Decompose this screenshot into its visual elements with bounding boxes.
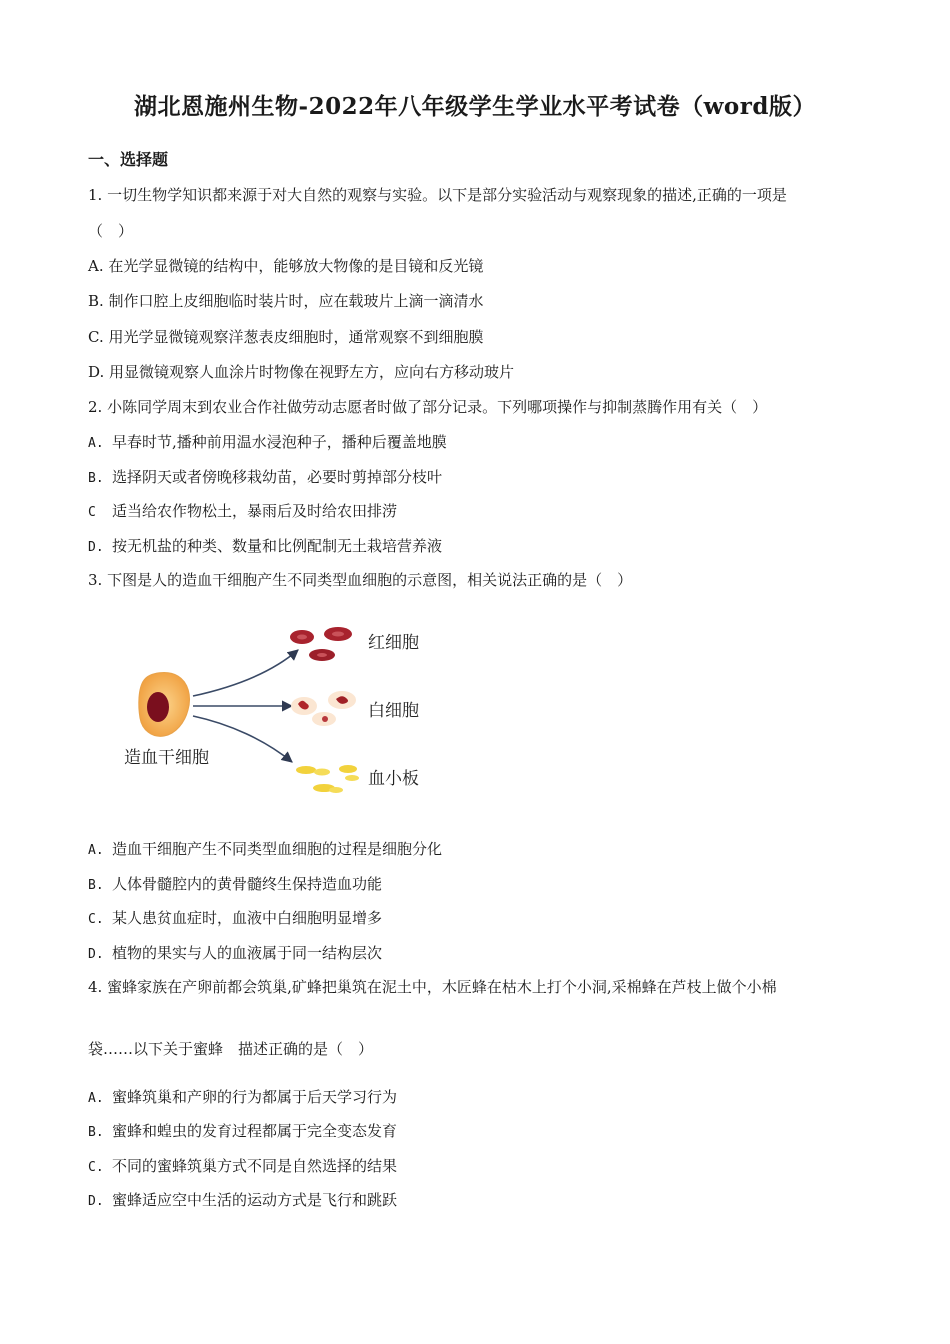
option-label: C — [88, 505, 96, 520]
q1-option-b: B. 制作口腔上皮细胞临时装片时，应在载玻片上滴一滴清水 — [88, 292, 484, 310]
q2-option-d — [88, 535, 442, 556]
q2-option-b — [88, 466, 442, 487]
q3-option-b — [88, 873, 382, 894]
q4-stem-continued: 袋……以下关于蜜蜂 描述正确的是（ ） — [88, 1040, 374, 1058]
option-label: A. — [88, 843, 104, 858]
option-text: 选择阴天或者傍晚移栽幼苗，必要时剪掉部分枝叶 — [112, 468, 443, 486]
q3-stem: 3. 下图是人的造血干细胞产生不同类型血细胞的示意图，相关说法正确的是（ ） — [88, 571, 633, 589]
option-label: A. — [88, 1091, 104, 1106]
red-cell-icon — [290, 627, 352, 661]
q1-option-a: A. 在光学显微镜的结构中，能够放大物像的是目镜和反光镜 — [88, 257, 484, 275]
q2-stem: 2. 小陈同学周末到农业合作社做劳动志愿者时做了部分记录。下列哪项操作与抑制蒸腾作用有关（ ） — [88, 398, 768, 416]
option-label: A. — [88, 436, 104, 451]
q2-option-a — [88, 431, 447, 452]
option-text: 按无机盐的种类、数量和比例配制无土栽培营养液 — [112, 537, 443, 555]
option-text: 蜜蜂和蝗虫的发育过程都属于完全变态发育 — [112, 1122, 398, 1140]
option-label: B. — [88, 1125, 104, 1140]
option-text: 植物的果实与人的血液属于同一结构层次 — [112, 944, 383, 962]
q1-option-c: C. 用光学显微镜观察洋葱表皮细胞时，通常观察不到细胞膜 — [88, 328, 484, 346]
q4-option-c — [88, 1155, 397, 1176]
option-label: B. — [88, 471, 104, 486]
option-text: 早春时节,播种前用温水浸泡种子，播种后覆盖地膜 — [112, 433, 447, 451]
option-label: D. — [88, 540, 104, 555]
q3-option-c — [88, 907, 382, 928]
option-label: D. — [88, 947, 104, 962]
option-label: C. — [88, 912, 104, 927]
option-text: 人体骨髓腔内的黄骨髓终生保持造血功能 — [112, 875, 383, 893]
q1-option-d: D. 用显微镜观察人血涂片时物像在视野左方，应向右方移动玻片 — [88, 363, 515, 381]
label-stem-cell: 造血干细胞 — [124, 748, 209, 768]
option-label: D. — [88, 1194, 104, 1209]
option-text: 某人患贫血症时，血液中白细胞明显增多 — [112, 909, 383, 927]
option-text: 蜜蜂适应空中生活的运动方式是飞行和跳跃 — [112, 1191, 398, 1209]
white-cell-icon — [291, 691, 356, 726]
label-white-cell: 白细胞 — [368, 701, 419, 721]
option-text: 蜜蜂筑巢和产卵的行为都属于后天学习行为 — [112, 1088, 398, 1106]
label-red-cell: 红细胞 — [368, 633, 419, 653]
nucleus-icon — [147, 692, 169, 722]
option-label: B. — [88, 878, 104, 893]
q1-paren: （ ） — [88, 222, 134, 240]
q2-option-c — [88, 500, 397, 521]
blood-cell-diagram — [100, 612, 460, 812]
q1-stem: 1. 一切生物学知识都来源于对大自然的观察与实验。以下是部分实验活动与观察现象的描述,正确的一项是 — [88, 186, 787, 204]
option-label: C. — [88, 1160, 104, 1175]
label-platelet: 血小板 — [368, 769, 419, 789]
option-text: 不同的蜜蜂筑巢方式不同是自然选择的结果 — [112, 1157, 398, 1175]
q3-option-d — [88, 942, 382, 963]
page-title: 湖北恩施州生物-2022年八年级学生学业水平考试卷（word版） — [134, 93, 816, 120]
q4-option-d — [88, 1189, 397, 1210]
q4-stem: 4. 蜜蜂家族在产卵前都会筑巢,矿蜂把巢筑在泥土中，木匠蜂在枯木上打个小洞,采棉蜂在芦枝上做个小棉 — [88, 978, 777, 996]
option-text: 适当给农作物松土，暴雨后及时给农田排涝 — [112, 502, 398, 520]
option-text: 造血干细胞产生不同类型血细胞的过程是细胞分化 — [112, 840, 443, 858]
q4-option-a — [88, 1086, 397, 1107]
q4-option-b — [88, 1120, 397, 1141]
q3-option-a — [88, 838, 442, 859]
platelet-icon — [296, 765, 359, 793]
section-heading: 一、选择题 — [88, 150, 169, 169]
arrow-to-red — [193, 650, 298, 696]
